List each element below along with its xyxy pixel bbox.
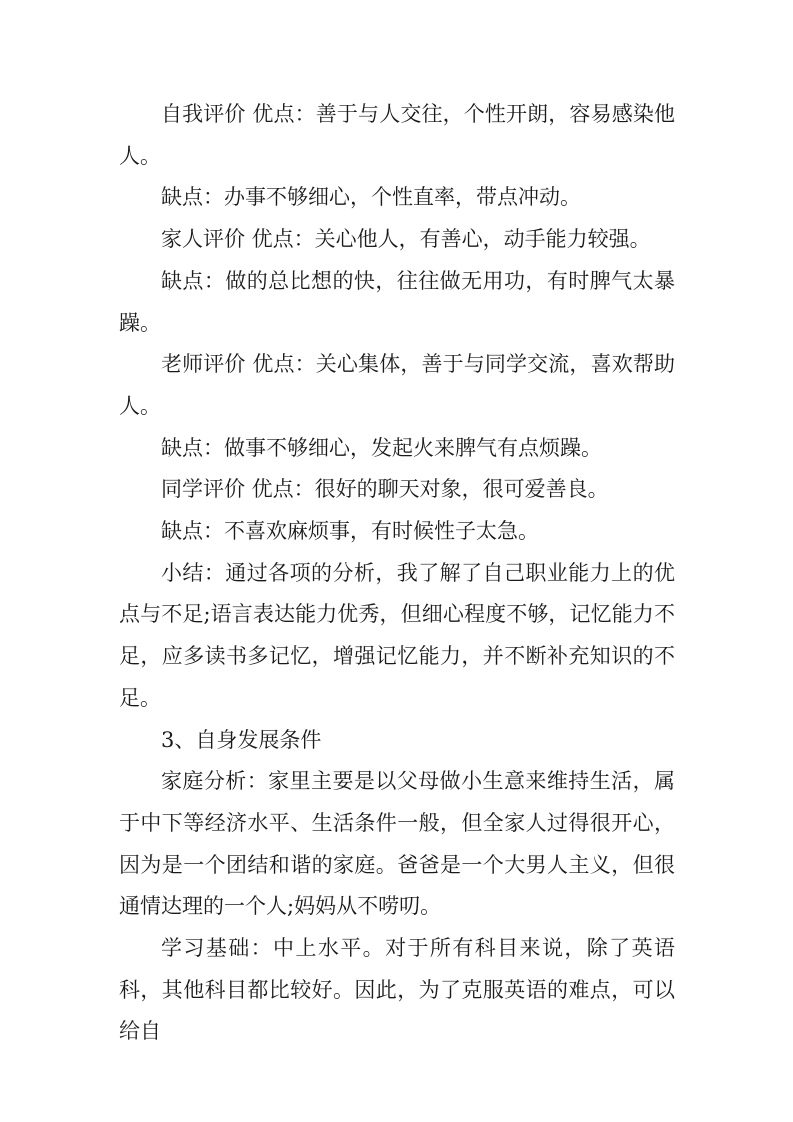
section-heading-development-conditions: 3、自身发展条件 xyxy=(161,727,322,752)
paragraph-family-evaluation-strengths: 家人评价 优点：关心他人，有善心，动手能力较强。 xyxy=(161,227,651,252)
paragraph-teacher-evaluation-strengths: 老师评价 优点：关心集体，善于与同学交流，喜欢帮助人。 xyxy=(119,352,675,418)
paragraph-self-evaluation-weaknesses: 缺点：办事不够细心，个性直率，带点冲动。 xyxy=(161,185,581,210)
document-body xyxy=(119,94,675,1053)
paragraph-classmate-evaluation-weaknesses: 缺点：不喜欢麻烦事，有时候性子太急。 xyxy=(161,519,539,544)
paragraph-family-evaluation-weaknesses: 缺点：做的总比想的快，往往做无用功，有时脾气太暴躁。 xyxy=(119,268,675,335)
paragraph-classmate-evaluation-strengths: 同学评价 优点：很好的聊天对象，很可爱善良。 xyxy=(161,477,609,502)
paragraph-family-analysis: 家庭分析：家里主要是以父母做小生意来维持生活，属于中下等经济水平、生活条件一般，但全家人过得很开心，因为是一个团结和谐的家庭。爸爸是一个大男人主义，但很通情达理的一个人;妈妈从不唠叨。 xyxy=(119,769,675,919)
paragraph-teacher-evaluation-weaknesses: 缺点：做事不够细心，发起火来脾气有点烦躁。 xyxy=(161,435,602,460)
paragraph-self-evaluation-strengths: 自我评价 优点：善于与人交往，个性开朗，容易感染他人。 xyxy=(119,102,675,168)
paragraph-summary: 小结：通过各项的分析，我了解了自己职业能力上的优点与不足;语言表达能力优秀，但细心程度不够，记忆能力不足，应多读书多记忆，增强记忆能力，并不断补充知识的不足。 xyxy=(119,560,675,710)
paragraph-study-foundation: 学习基础：中上水平。对于所有科目来说，除了英语科，其他科目都比较好。因此，为了克服英语的难点，可以给自 xyxy=(119,936,675,1044)
